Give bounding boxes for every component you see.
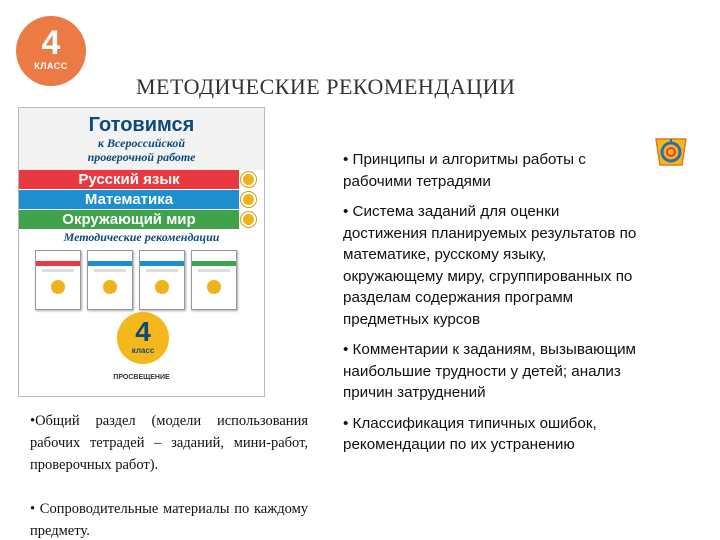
- left-paragraph-general: •Общий раздел (модели использования рабочих тетрадей – заданий, мини-работ, проверочных работ).: [30, 413, 308, 473]
- dot-icon: [241, 212, 256, 227]
- mini-workbook-circle: [207, 280, 221, 294]
- recommendations-list: [343, 149, 643, 465]
- publisher-logo-text: ПРОСВЕЩЕНИЕ: [113, 374, 170, 381]
- grade-badge-number: 4: [41, 24, 61, 62]
- mini-workbook-line: [94, 269, 126, 272]
- book-heading: Готовимся: [88, 114, 195, 136]
- mini-workbook-circle: [103, 280, 117, 294]
- book-subheading-2: проверочной работе: [87, 150, 196, 164]
- mini-workbook-circle: [51, 280, 65, 294]
- mini-workbook-line: [198, 269, 230, 272]
- book-grade-number: 4: [135, 316, 151, 347]
- book-grade-label: класс: [131, 346, 155, 355]
- grade-badge: [16, 16, 86, 86]
- dot-icon: [241, 192, 256, 207]
- book-grade-badge: [117, 312, 169, 364]
- subject-math: Математика: [19, 190, 239, 209]
- book-method-label: Методические рекомендации: [63, 230, 220, 244]
- mini-workbook-band: [36, 261, 80, 266]
- dot-icon: [241, 172, 256, 187]
- list-item: • Комментарии к заданиям, вызывающим наибольшие трудности у детей; анализ причин затруднений: [343, 341, 636, 401]
- left-paragraph-materials: • Сопроводительные материалы по каждому предмету.: [30, 501, 308, 539]
- mini-workbook-band: [88, 261, 132, 266]
- list-item: • Система заданий для оценки достижения планируемых результатов по математике, русскому языку, окружающему миру, сгруппированных по разделам содержания программ предметных курсов: [343, 203, 637, 328]
- mini-workbook-band: [140, 261, 184, 266]
- mini-workbook-math-2: [139, 250, 185, 310]
- subject-russian: Русский язык: [19, 170, 239, 189]
- subject-world: Окружающий мир: [19, 210, 239, 229]
- page-title: МЕТОДИЧЕСКИЕ РЕКОМЕНДАЦИИ: [136, 74, 516, 99]
- mini-workbook-circle: [155, 280, 169, 294]
- book-cover-header: [19, 108, 264, 170]
- mini-workbook-math: [87, 250, 133, 310]
- mini-workbook-line: [146, 269, 178, 272]
- grade-badge-label: КЛАСС: [34, 61, 68, 71]
- list-item: • Классификация типичных ошибок, рекомендации по их устранению: [343, 414, 597, 453]
- mini-workbook-world: [191, 250, 237, 310]
- list-item: • Принципы и алгоритмы работы с рабочими тетрадями: [343, 151, 586, 190]
- mini-workbook-line: [42, 269, 74, 272]
- mini-workbook-russian: [35, 250, 81, 310]
- book-subheading-1: к Всероссийской: [97, 136, 186, 150]
- mini-workbook-band: [192, 261, 236, 266]
- book-cover: [18, 107, 265, 397]
- publisher-emblem-icon: [652, 135, 690, 169]
